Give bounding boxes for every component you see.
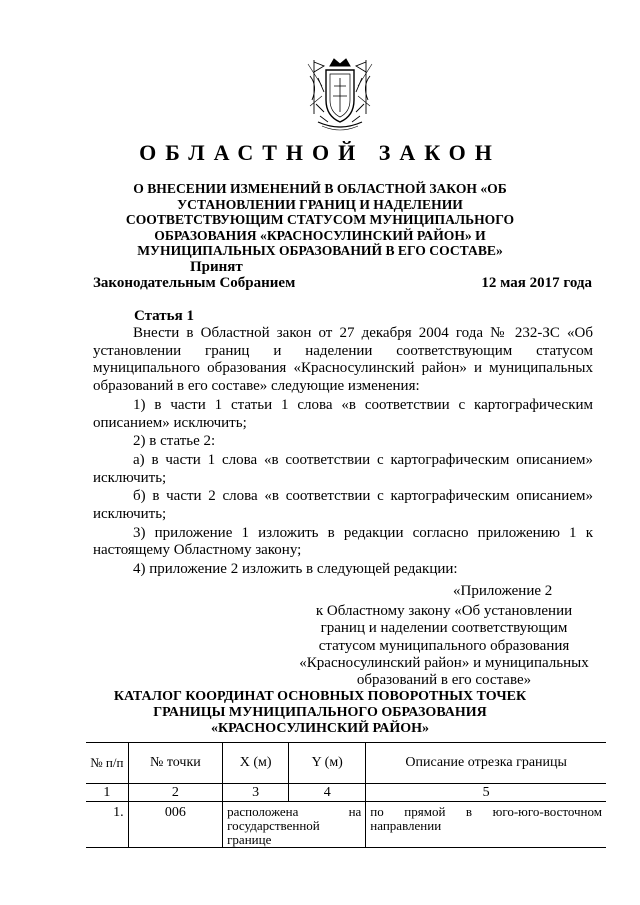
document-title: ОБЛАСТНОЙ ЗАКОН	[139, 140, 501, 165]
coordinates-table	[86, 742, 606, 848]
adopted-date: 12 мая 2017 года	[481, 275, 592, 291]
row-index: 1.	[86, 802, 128, 848]
point-number: 006	[128, 802, 222, 848]
annex-text: к Областному закону «Об установлении границ и наделении соответствующим статусом муниципального образования «Красносулинский район» и муниципальных образований в его составе»	[299, 603, 589, 689]
column-number: 1	[86, 784, 128, 802]
segment-description: по прямой в юго-юго-восточном направлении	[366, 802, 606, 848]
paragraph: 2) в статье 2:	[133, 433, 216, 450]
table-header-row	[86, 743, 606, 784]
annex-label: «Приложение 2	[453, 583, 553, 599]
header-cell: № точки	[128, 743, 222, 784]
adopted-label: Принят	[190, 259, 243, 275]
article-heading: Статья 1	[134, 308, 194, 324]
column-number: 2	[128, 784, 222, 802]
paragraph: а) в части 1 слова «в соответствии с картографическим описанием» исключить;	[93, 451, 593, 486]
header-cell: Y (м)	[289, 743, 366, 784]
paragraph: 3) приложение 1 изложить в редакции согласно приложению 1 к настоящему Областному закону;	[93, 524, 593, 559]
coat-of-arms-icon	[306, 56, 374, 132]
point-location: расположена на государственной границе	[223, 802, 366, 848]
paragraph: 1) в части 1 статьи 1 слова «в соответствии с картографическим описанием» исключить;	[93, 396, 593, 431]
header-cell: Описание отрезка границы	[366, 743, 606, 784]
adopted-by: Законодательным Собранием	[93, 275, 296, 291]
document-subtitle: О ВНЕСЕНИИ ИЗМЕНЕНИЙ В ОБЛАСТНОЙ ЗАКОН «ОБ УСТАНОВЛЕНИИ ГРАНИЦ И НАДЕЛЕНИИ СООТВЕТСТВУЮЩИМ СТАТУСОМ МУНИЦИПАЛЬНОГО ОБРАЗОВАНИЯ «КРАСНОСУЛИНСКИЙ РАЙОН» И МУНИЦИПАЛЬНЫХ ОБРАЗОВАНИЙ В ЕГО СОСТАВЕ»	[125, 181, 515, 258]
catalog-title: КАТАЛОГ КООРДИНАТ ОСНОВНЫХ ПОВОРОТНЫХ ТОЧЕК ГРАНИЦЫ МУНИЦИПАЛЬНОГО ОБРАЗОВАНИЯ «КРАСНОСУЛИНСКИЙ РАЙОН»	[113, 689, 527, 736]
paragraph: Внести в Областной закон от 27 декабря 2004 года № 232-ЗС «Об установлении границ и наделении соответствующим статусом муниципального образования «Красносулинский район» и муниципальных образований в его составе» следующие изменения:	[93, 325, 593, 395]
paragraph: 4) приложение 2 изложить в следующей редакции:	[133, 561, 458, 578]
article-body	[93, 325, 593, 580]
table-row	[86, 802, 606, 848]
paragraph: б) в части 2 слова «в соответствии с картографическим описанием» исключить;	[93, 488, 593, 523]
column-number: 5	[366, 784, 606, 802]
column-number: 3	[223, 784, 289, 802]
table-number-row	[86, 784, 606, 802]
header-cell: № п/п	[86, 743, 128, 784]
column-number: 4	[289, 784, 366, 802]
header-cell: X (м)	[223, 743, 289, 784]
